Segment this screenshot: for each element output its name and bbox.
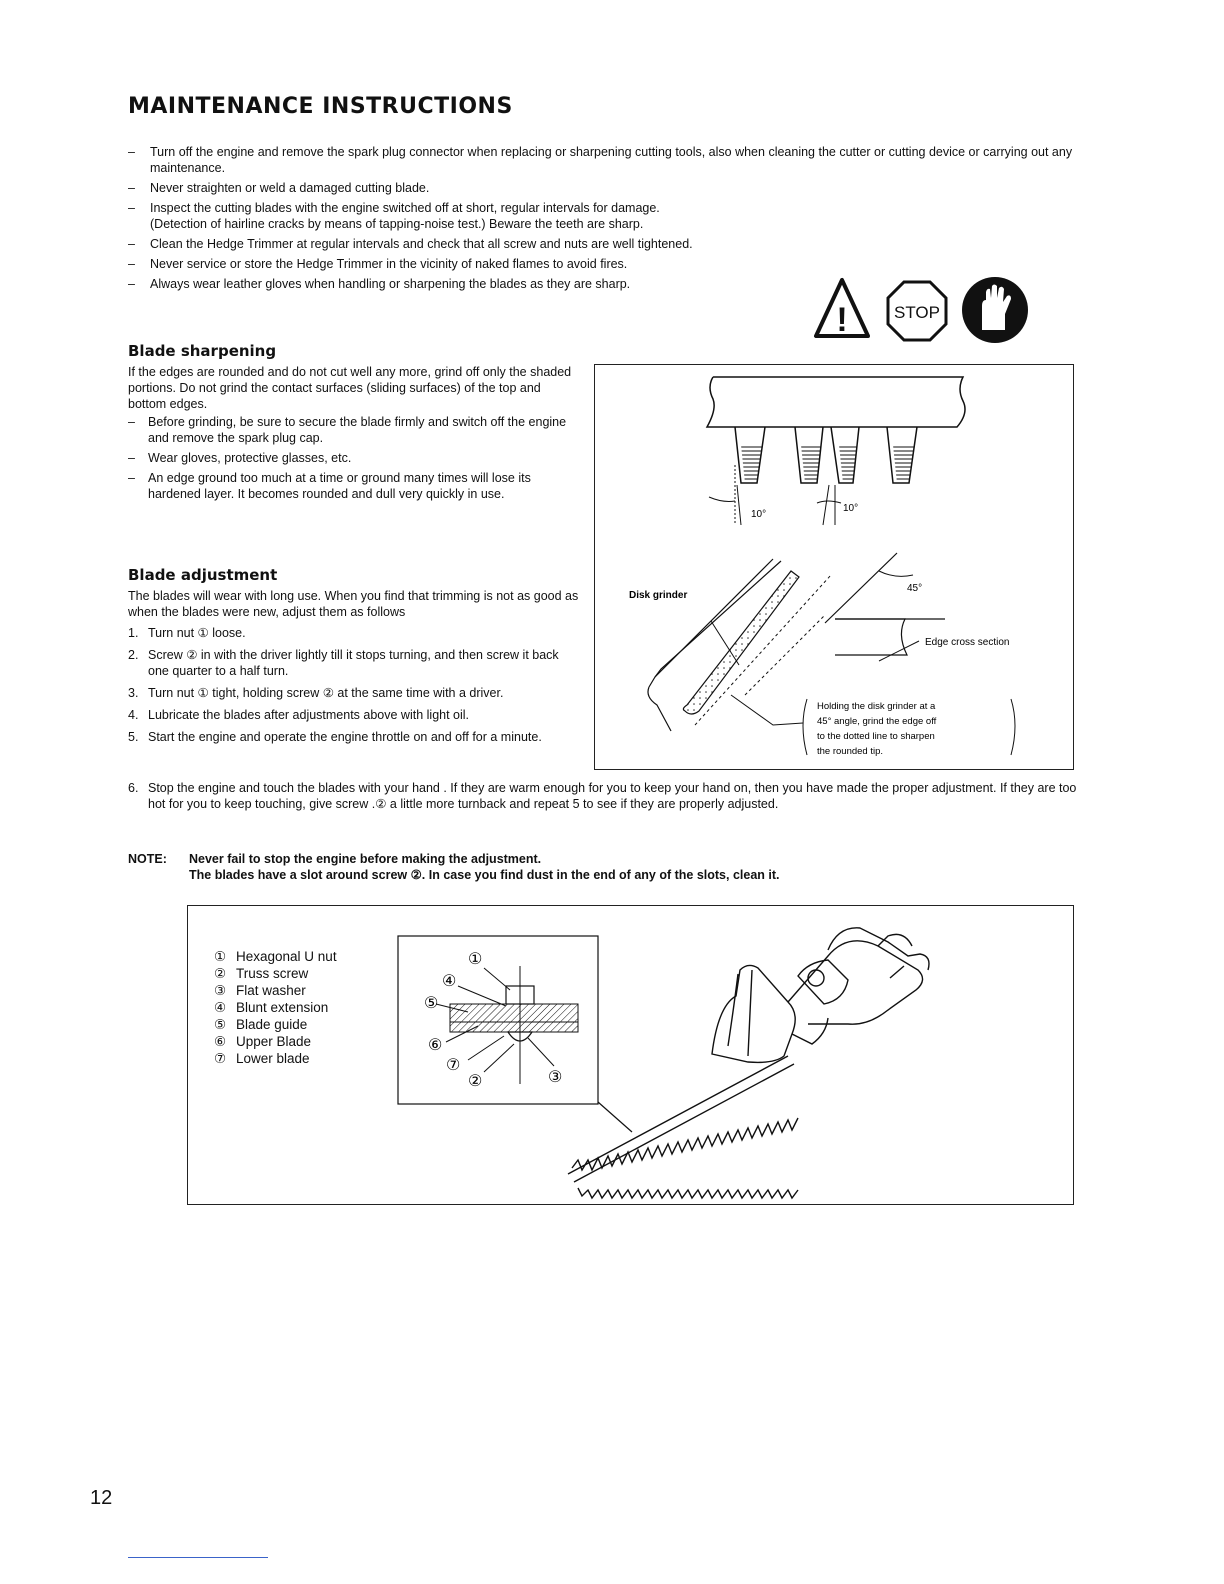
footer-rule [128,1557,268,1558]
list-item: 2. Screw ② in with the driver lightly till it stops turning, and then screw it back one quarter to a half turn. [128,648,559,678]
list-item-continuation: (Detection of hairline cracks by means of tapping-noise test.) Beware the teeth are sharp. [150,217,644,231]
svg-text:STOP: STOP [894,303,940,322]
blade-adjustment-paragraph: The blades will wear with long use. When you find that trimming is not as good as when the blades were new, adjust them as follows [128,589,579,619]
legend-item: ⑥ Upper Blade [214,1034,312,1049]
blade-bolt-detail [398,936,632,1132]
legend-item: ③ Flat washer [214,983,306,998]
list-item: – Inspect the cutting blades with the engine switched off at short, regular intervals for damage. [128,200,1088,216]
svg-text:④: ④ [442,973,457,990]
list-item: – Before grinding, be sure to secure the blade firmly and switch off the engine and remove the spark plug cap. [128,414,582,446]
page-title: MAINTENANCE INSTRUCTIONS [128,94,513,119]
legend-item: ⑤ Blade guide [214,1017,308,1032]
svg-text:10°: 10° [843,503,859,514]
adjustment-steps-list [128,625,582,751]
list-item: – Clean the Hedge Trimmer at regular intervals and check that all screw and nuts are well tightened. [128,236,1088,252]
gloves-icon [962,277,1028,343]
list-item: – An edge ground too much at a time or ground many times will lose its hardened layer. It becomes rounded and dull very quickly in use. [128,470,582,502]
blade-adjustment-heading: Blade adjustment [128,566,278,584]
list-item: – Never straighten or weld a damaged cutting blade. [128,180,1088,196]
svg-text:Disk grinder: Disk grinder [629,590,688,601]
sharpening-precautions-list [128,414,582,506]
list-item: 4. Lubricate the blades after adjustments above with light oil. [128,708,470,722]
warning-triangle-icon [816,280,868,339]
svg-text:to the dotted line to sharpen: to the dotted line to sharpen [817,731,935,742]
svg-text:Edge cross section: Edge cross section [925,637,1010,648]
stop-sign-icon [888,282,946,340]
list-item: 6. Stop the engine and touch the blades with your hand . If they are warm enough for you to keep your hand on, then you have made the proper adjustment. If they are too hot for you to keep touching, give screw .② a little more turnback and repeat 5 to see if they are properly adjusted. [128,781,1077,811]
svg-text:Holding the disk grinder at a: Holding the disk grinder at a [817,701,936,712]
svg-text:⑦: ⑦ [446,1057,461,1074]
safety-icons [812,274,1034,344]
list-item: – Never service or store the Hedge Trimmer in the vicinity of naked flames to avoid fires. [128,256,1088,272]
hedge-trimmer-drawing [568,928,929,1198]
list-item: – Wear gloves, protective glasses, etc. [128,450,582,466]
svg-text:②: ② [468,1073,483,1090]
svg-text:the rounded tip.: the rounded tip. [817,746,884,757]
note-line-2: The blades have a slot around screw ②. In case you find dust in the end of any of the slots, clean it. [189,868,780,882]
note-block [128,851,780,883]
svg-text:⑤: ⑤ [424,995,439,1012]
svg-text:!: ! [836,301,848,339]
list-item: 3. Turn nut ① tight, holding screw ② at the same time with a driver. [128,686,504,700]
list-item: – Always wear leather gloves when handling or sharpening the blades as they are sharp. [128,276,1088,292]
svg-text:45°: 45° [907,583,923,594]
blade-sharpening-paragraph: If the edges are rounded and do not cut well any more, grind off only the shaded portions. Do not grind the contact surfaces (sliding surfaces) of the top and bottom edges. [128,365,572,411]
adjustment-steps-list-continued [128,780,1078,818]
blade-sharpening-heading: Blade sharpening [128,342,277,360]
svg-text:45° angle, grind the edge off: 45° angle, grind the edge off [817,716,937,727]
legend-item: ① Hexagonal U nut [214,949,337,964]
sharpening-diagram [594,364,1074,770]
note-label: NOTE: [128,852,167,866]
disk-grinder-drawing [629,553,1015,757]
legend-item: ⑦ Lower blade [214,1051,310,1066]
svg-text:①: ① [468,951,483,968]
note-line-1: Never fail to stop the engine before making the adjustment. [189,852,542,866]
blade-cross-section [707,377,965,525]
svg-text:⑥: ⑥ [428,1037,443,1054]
list-item: 5. Start the engine and operate the engine throttle on and off for a minute. [128,730,542,744]
list-item: – Turn off the engine and remove the spark plug connector when replacing or sharpening cutting tools, also when cleaning the cutter or cutting device or carrying out any maintenance. [128,144,1088,176]
list-item: 1. Turn nut ① loose. [128,626,246,640]
svg-text:10°: 10° [751,509,767,520]
svg-text:③: ③ [548,1069,563,1086]
parts-diagram [187,905,1074,1205]
page-number: 12 [90,1487,113,1509]
legend-item: ④ Blunt extension [214,1000,329,1015]
legend-item: ② Truss screw [214,966,309,981]
